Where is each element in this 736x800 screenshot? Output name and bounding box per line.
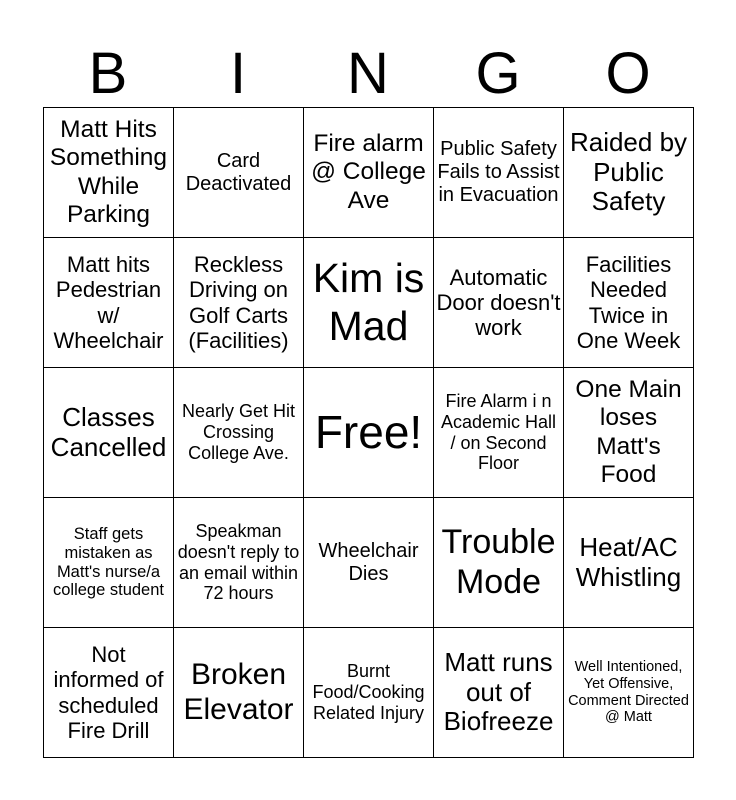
bingo-cell-text: Broken Elevator: [183, 658, 294, 726]
bingo-cell-text: Reckless Driving on Golf Carts (Facilities): [188, 251, 289, 353]
bingo-cell-text: Facilities Needed Twice in One Week: [576, 251, 681, 353]
bingo-cell-text: Speakman doesn't reply to an email within 72 hours: [177, 521, 300, 604]
bingo-cell[interactable]: [434, 498, 564, 628]
bingo-cell[interactable]: [564, 498, 694, 628]
bingo-cell[interactable]: [564, 628, 694, 758]
header-letter-i: I: [229, 41, 247, 106]
bingo-cell-text: Classes Cancelled: [50, 401, 167, 462]
bingo-cell-text: One Main loses Matt's Food: [575, 376, 682, 488]
bingo-card-grid: [43, 107, 694, 758]
bingo-cell-text: Public Safety Fails to Assist in Evacuation: [437, 138, 560, 206]
bingo-cell[interactable]: [174, 238, 304, 368]
bingo-cell[interactable]: [44, 238, 174, 368]
bingo-cell-text: Card Deactivated: [185, 149, 292, 195]
bingo-cell-text: Matt hits Pedestrian w/ Wheelchair: [53, 251, 164, 353]
bingo-cell[interactable]: [304, 628, 434, 758]
bingo-cell[interactable]: [44, 368, 174, 498]
bingo-cell-text: Nearly Get Hit Crossing College Ave.: [181, 401, 296, 463]
bingo-cell-text: Not informed of scheduled Fire Drill: [53, 641, 164, 743]
bingo-cell[interactable]: [434, 238, 564, 368]
bingo-cell-text: Staff gets mistaken as Matt's nurse/a college student: [53, 524, 164, 600]
free-space-text: Free!: [314, 406, 423, 459]
bingo-cell[interactable]: [174, 498, 304, 628]
bingo-cell[interactable]: [174, 368, 304, 498]
bingo-cell[interactable]: [174, 628, 304, 758]
bingo-header: [43, 42, 693, 106]
bingo-cell[interactable]: [434, 628, 564, 758]
bingo-cell[interactable]: [304, 238, 434, 368]
header-letter-n: N: [347, 41, 389, 106]
header-letter-o: O: [605, 41, 651, 106]
bingo-cell[interactable]: [564, 238, 694, 368]
bingo-cell-text: Burnt Food/Cooking Related Injury: [312, 661, 425, 723]
bingo-cell[interactable]: [44, 628, 174, 758]
bingo-cell[interactable]: [434, 108, 564, 238]
header-letter-g: G: [475, 41, 521, 106]
bingo-cell[interactable]: [564, 368, 694, 498]
bingo-cell-text: Wheelchair Dies: [318, 539, 419, 585]
bingo-cell-text: Heat/AC Whistling: [575, 531, 682, 592]
bingo-cell-text: Well Intentioned, Yet Offensive, Comment Directed @ Matt: [568, 659, 689, 726]
bingo-cell-text: Matt runs out of Biofreeze: [443, 646, 554, 737]
bingo-cell-text: Fire alarm @ College Ave: [311, 130, 426, 214]
bingo-cell[interactable]: [564, 108, 694, 238]
bingo-cell[interactable]: [44, 108, 174, 238]
free-space-cell[interactable]: [304, 368, 434, 498]
bingo-cell[interactable]: [44, 498, 174, 628]
bingo-cell-text: Kim is Mad: [312, 255, 425, 349]
bingo-cell-text: Matt Hits Something While Parking: [49, 116, 168, 228]
bingo-cell[interactable]: [304, 498, 434, 628]
bingo-cell-text: Trouble Mode: [441, 523, 556, 601]
bingo-cell[interactable]: [304, 108, 434, 238]
header-letter-b: B: [88, 41, 128, 106]
bingo-cell-text: Automatic Door doesn't work: [436, 264, 561, 341]
bingo-cell-text: Raided by Public Safety: [569, 126, 688, 217]
bingo-cell-text: Fire Alarm i n Academic Hall / on Second Floor: [440, 391, 557, 474]
bingo-cell[interactable]: [434, 368, 564, 498]
bingo-cell[interactable]: [174, 108, 304, 238]
